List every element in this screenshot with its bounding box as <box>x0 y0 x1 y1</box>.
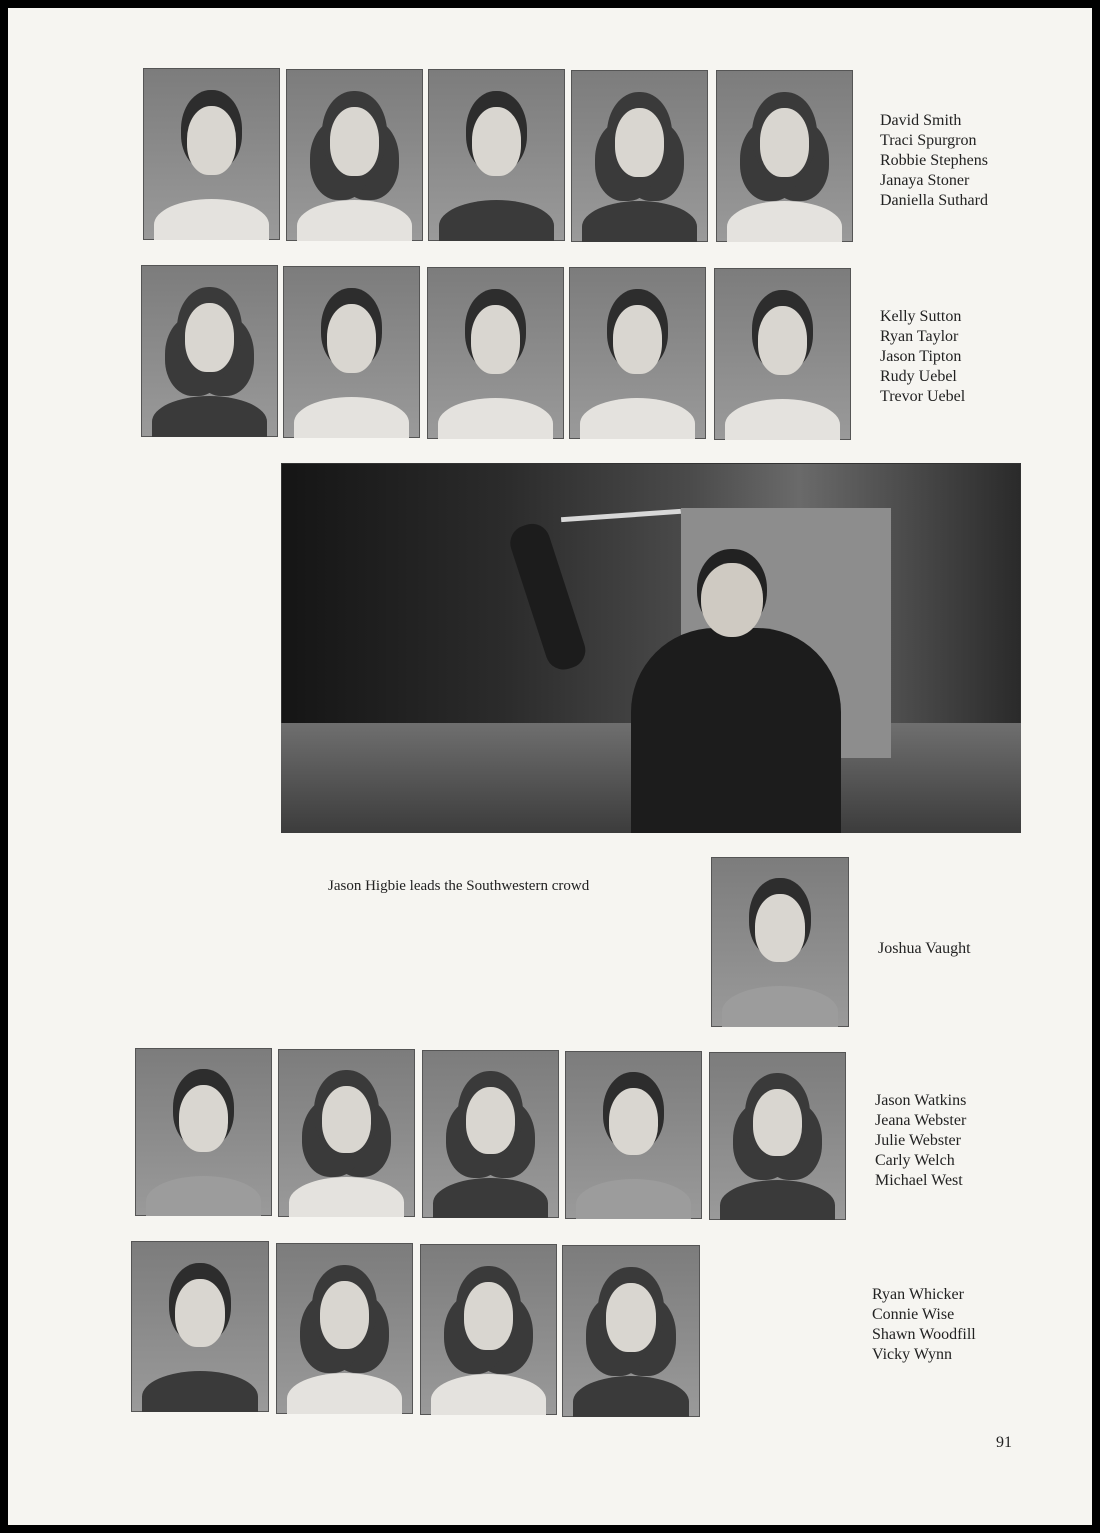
student-name: Robbie Stephens <box>880 152 988 169</box>
portrait-photo <box>571 70 708 242</box>
student-name: Rudy Uebel <box>880 368 957 385</box>
student-name: Carly Welch <box>875 1152 955 1169</box>
portrait-photo <box>131 1241 269 1412</box>
portrait-photo <box>427 267 564 439</box>
portrait-photo <box>569 267 706 439</box>
student-name: Jeana Webster <box>875 1112 967 1129</box>
portrait-photo <box>286 69 423 241</box>
student-name: Janaya Stoner <box>880 172 970 189</box>
portrait-photo <box>422 1050 559 1218</box>
name-list <box>880 111 988 211</box>
portrait-photo <box>276 1243 413 1414</box>
student-name: Ryan Taylor <box>880 328 959 345</box>
page-number: 91 <box>996 1434 1012 1451</box>
student-name: Shawn Woodfill <box>872 1326 976 1343</box>
student-name: Traci Spurgron <box>880 132 977 149</box>
student-name: Trevor Uebel <box>880 388 966 405</box>
portrait-photo <box>143 68 280 240</box>
name-list <box>872 1285 976 1365</box>
portrait-photo <box>428 69 565 241</box>
candid-photo <box>281 463 1021 833</box>
portrait-photo <box>283 266 420 438</box>
student-name: Michael West <box>875 1172 963 1189</box>
name-list <box>878 939 971 959</box>
student-name: Daniella Suthard <box>880 192 988 209</box>
student-name: Connie Wise <box>872 1306 955 1323</box>
student-name: Jason Watkins <box>875 1092 967 1109</box>
portrait-photo <box>420 1244 557 1415</box>
student-name: Ryan Whicker <box>872 1286 964 1303</box>
portrait-photo <box>709 1052 846 1220</box>
portrait-photo <box>278 1049 415 1217</box>
student-name: Jason Tipton <box>880 348 962 365</box>
photo-caption: Jason Higbie leads the Southwestern crowd <box>328 878 590 894</box>
portrait-photo <box>135 1048 272 1216</box>
student-name: David Smith <box>880 112 962 129</box>
yearbook-page <box>8 8 1092 1525</box>
student-name: Kelly Sutton <box>880 308 962 325</box>
student-name: Julie Webster <box>875 1132 961 1149</box>
portrait-photo <box>562 1245 700 1417</box>
student-name: Vicky Wynn <box>872 1346 952 1363</box>
name-list <box>880 307 965 407</box>
portrait-photo <box>714 268 851 440</box>
portrait-photo <box>711 857 849 1027</box>
portrait-photo <box>141 265 278 437</box>
student-name: Joshua Vaught <box>878 940 971 957</box>
portrait-photo <box>565 1051 702 1219</box>
portrait-photo <box>716 70 853 242</box>
name-list <box>875 1091 966 1191</box>
